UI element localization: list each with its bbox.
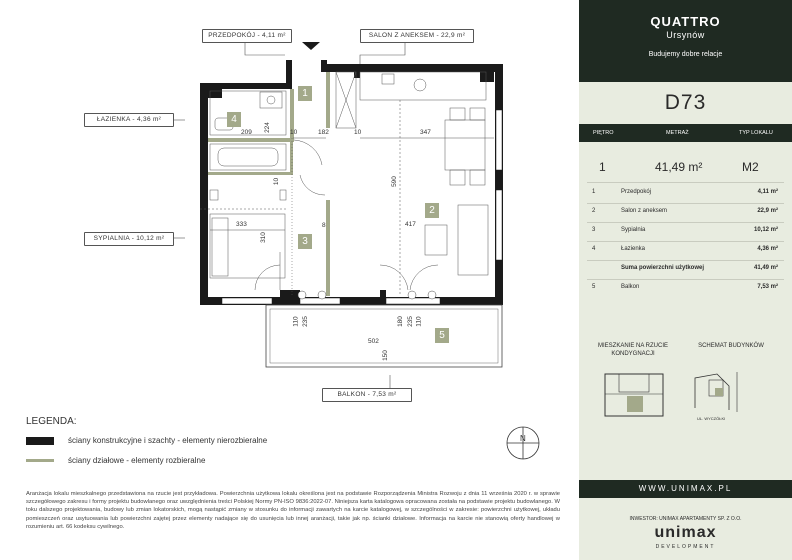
dim-590: 590 <box>390 176 398 187</box>
sum-value: 41,49 m² <box>753 265 778 271</box>
row-number: 3 <box>592 227 596 233</box>
row-value: 4,11 m² <box>757 189 778 195</box>
dim-182: 182 <box>318 129 329 136</box>
legend-swatch-partition <box>26 459 54 462</box>
area-value: 41,49 m² <box>655 160 703 174</box>
dim-235b: 235 <box>406 316 414 327</box>
legend-item-structural: ściany konstrukcyjne i szachty - elementy nierozbieralne <box>68 436 268 445</box>
divider <box>587 222 784 223</box>
col-floor: PIĘTRO <box>593 130 614 136</box>
investor-text: INWESTOR: UNIMAX APARTAMENTY SP. Z O.O. <box>629 516 742 522</box>
row-name: Przedpokój <box>621 189 652 195</box>
room-row <box>579 189 792 201</box>
mini-building-title: SCHEMAT BUDYNKÓW <box>698 343 764 349</box>
room-number-1: 1 <box>298 86 312 101</box>
sum-row <box>579 265 792 277</box>
dim-150: 150 <box>381 350 389 361</box>
dim-333: 333 <box>236 221 247 228</box>
row-name: Balkon <box>621 284 640 290</box>
dim-417: 417 <box>405 221 416 228</box>
legend-swatch-structural <box>26 437 54 445</box>
divider <box>587 203 784 204</box>
divider <box>587 279 784 280</box>
dim-502: 502 <box>368 338 379 345</box>
dim-310: 310 <box>259 232 267 243</box>
dim-347: 347 <box>420 129 431 136</box>
row-name: Salon z aneksem <box>621 208 668 214</box>
floor-value: 1 <box>599 160 606 174</box>
disclaimer-note: Aranżacja lokalu mieszkalnego przedstawiona na rzucie jest przykładowa. Powierzchnia użytkowa lokalu określona jest na podstawie Rozporządzenia Ministra Rozwoju z dnia 11 września 2020 r. w sprawie szczegółowego zakresu i formy projektu budowlanego oraz uwzględnienia treści Polskiej Normy PN-ISO 9836:2022-07. Niniejsza karta katalogowa opracowana została na podstawie projektu budowlanego. W toku dalszego projektowania, budowy lub zmian lokatorskich, mogą nastąpić zmiany w stosunku do informacji zawartych na karcie katalogowej, w szczególności w zakresie: powierzchni użytkowej, układu pomieszczeń oraz usytuowania lub powierzchni zajętej przez elementy nadające się do usunięcia lub innej aranżacji, takie jak np. ścianki działowe. Informacja na karcie nie stanowią oferty handlowej w rozumieniu art. 66 kodeksu cywilnego. <box>26 491 560 530</box>
brand-logo: unimax <box>654 524 717 541</box>
compass-icon <box>505 425 541 461</box>
row-name: Łazienka <box>621 246 646 252</box>
room-row <box>579 246 792 258</box>
sum-label: Suma powierzchni użytkowej <box>621 265 705 271</box>
summary-values <box>579 150 792 174</box>
project-title: QUATTRO <box>650 14 721 29</box>
room-number-4: 4 <box>227 112 241 127</box>
dim-10a: 10 <box>290 129 298 136</box>
row-name: Sypialnia <box>621 227 646 233</box>
brand-subtitle: DEVELOPMENT <box>655 544 716 550</box>
mini-building-schema <box>689 368 755 416</box>
row-value: 22,9 m² <box>757 208 778 214</box>
row-number: 1 <box>592 189 596 195</box>
compass-label: N <box>520 434 526 443</box>
label-salon: SALON Z ANEKSEM - 22,9 m² <box>360 29 474 43</box>
row-value: 4,36 m² <box>757 246 778 252</box>
dim-8: 8 <box>322 222 326 229</box>
room-number-5: 5 <box>435 328 449 343</box>
dim-209: 209 <box>241 129 252 136</box>
row-value: 7,53 m² <box>757 284 778 290</box>
room-row <box>579 227 792 239</box>
row-value: 10,12 m² <box>753 227 778 233</box>
panel-header <box>579 0 792 82</box>
website-bar: WWW.UNIMAX.PL <box>579 480 792 498</box>
dim-110a: 110 <box>292 316 300 327</box>
summary-header-bar <box>579 124 792 142</box>
room-number-2: 2 <box>425 203 439 218</box>
label-lazienka: ŁAZIENKA - 4,36 m² <box>84 113 174 127</box>
type-value: M2 <box>742 160 759 174</box>
mini-floor-plan <box>601 370 667 420</box>
label-sypialnia: SYPIALNIA - 10,12 m² <box>84 232 174 246</box>
street-label: UL. WYCZÓŁKI <box>697 416 726 421</box>
project-slogan: Budujemy dobre relacje <box>648 51 723 58</box>
dim-110b: 110 <box>415 316 423 327</box>
info-panel <box>579 0 792 560</box>
dim-180: 180 <box>396 316 404 327</box>
row-number: 2 <box>592 208 596 214</box>
label-przedpokoj: PRZEDPOKÓJ - 4,11 m² <box>202 29 292 43</box>
row-number: 5 <box>592 284 596 290</box>
dim-10c: 10 <box>273 177 281 186</box>
room-number-3: 3 <box>298 234 312 249</box>
dim-10b: 10 <box>354 129 362 136</box>
legend-title: LEGENDA: <box>26 416 77 427</box>
project-subtitle: Ursynów <box>666 30 705 40</box>
col-type: TYP LOKALU <box>739 130 773 136</box>
mini-floor-title: MIESZKANIE NA RZUCIE KONDYGNACJI <box>597 343 668 357</box>
room-row <box>579 208 792 220</box>
apartment-code: D73 <box>664 91 707 114</box>
balcony-row <box>579 284 792 296</box>
divider <box>587 260 784 261</box>
divider <box>587 241 784 242</box>
dim-235a: 235 <box>301 316 309 327</box>
dim-224: 224 <box>263 122 271 133</box>
col-area: METRAŻ <box>666 130 689 136</box>
label-balkon: BALKON - 7,53 m² <box>322 388 412 402</box>
legend-item-partition: ściany działowe - elementy rozbieralne <box>68 456 206 465</box>
row-number: 4 <box>592 246 596 252</box>
divider <box>587 182 784 183</box>
